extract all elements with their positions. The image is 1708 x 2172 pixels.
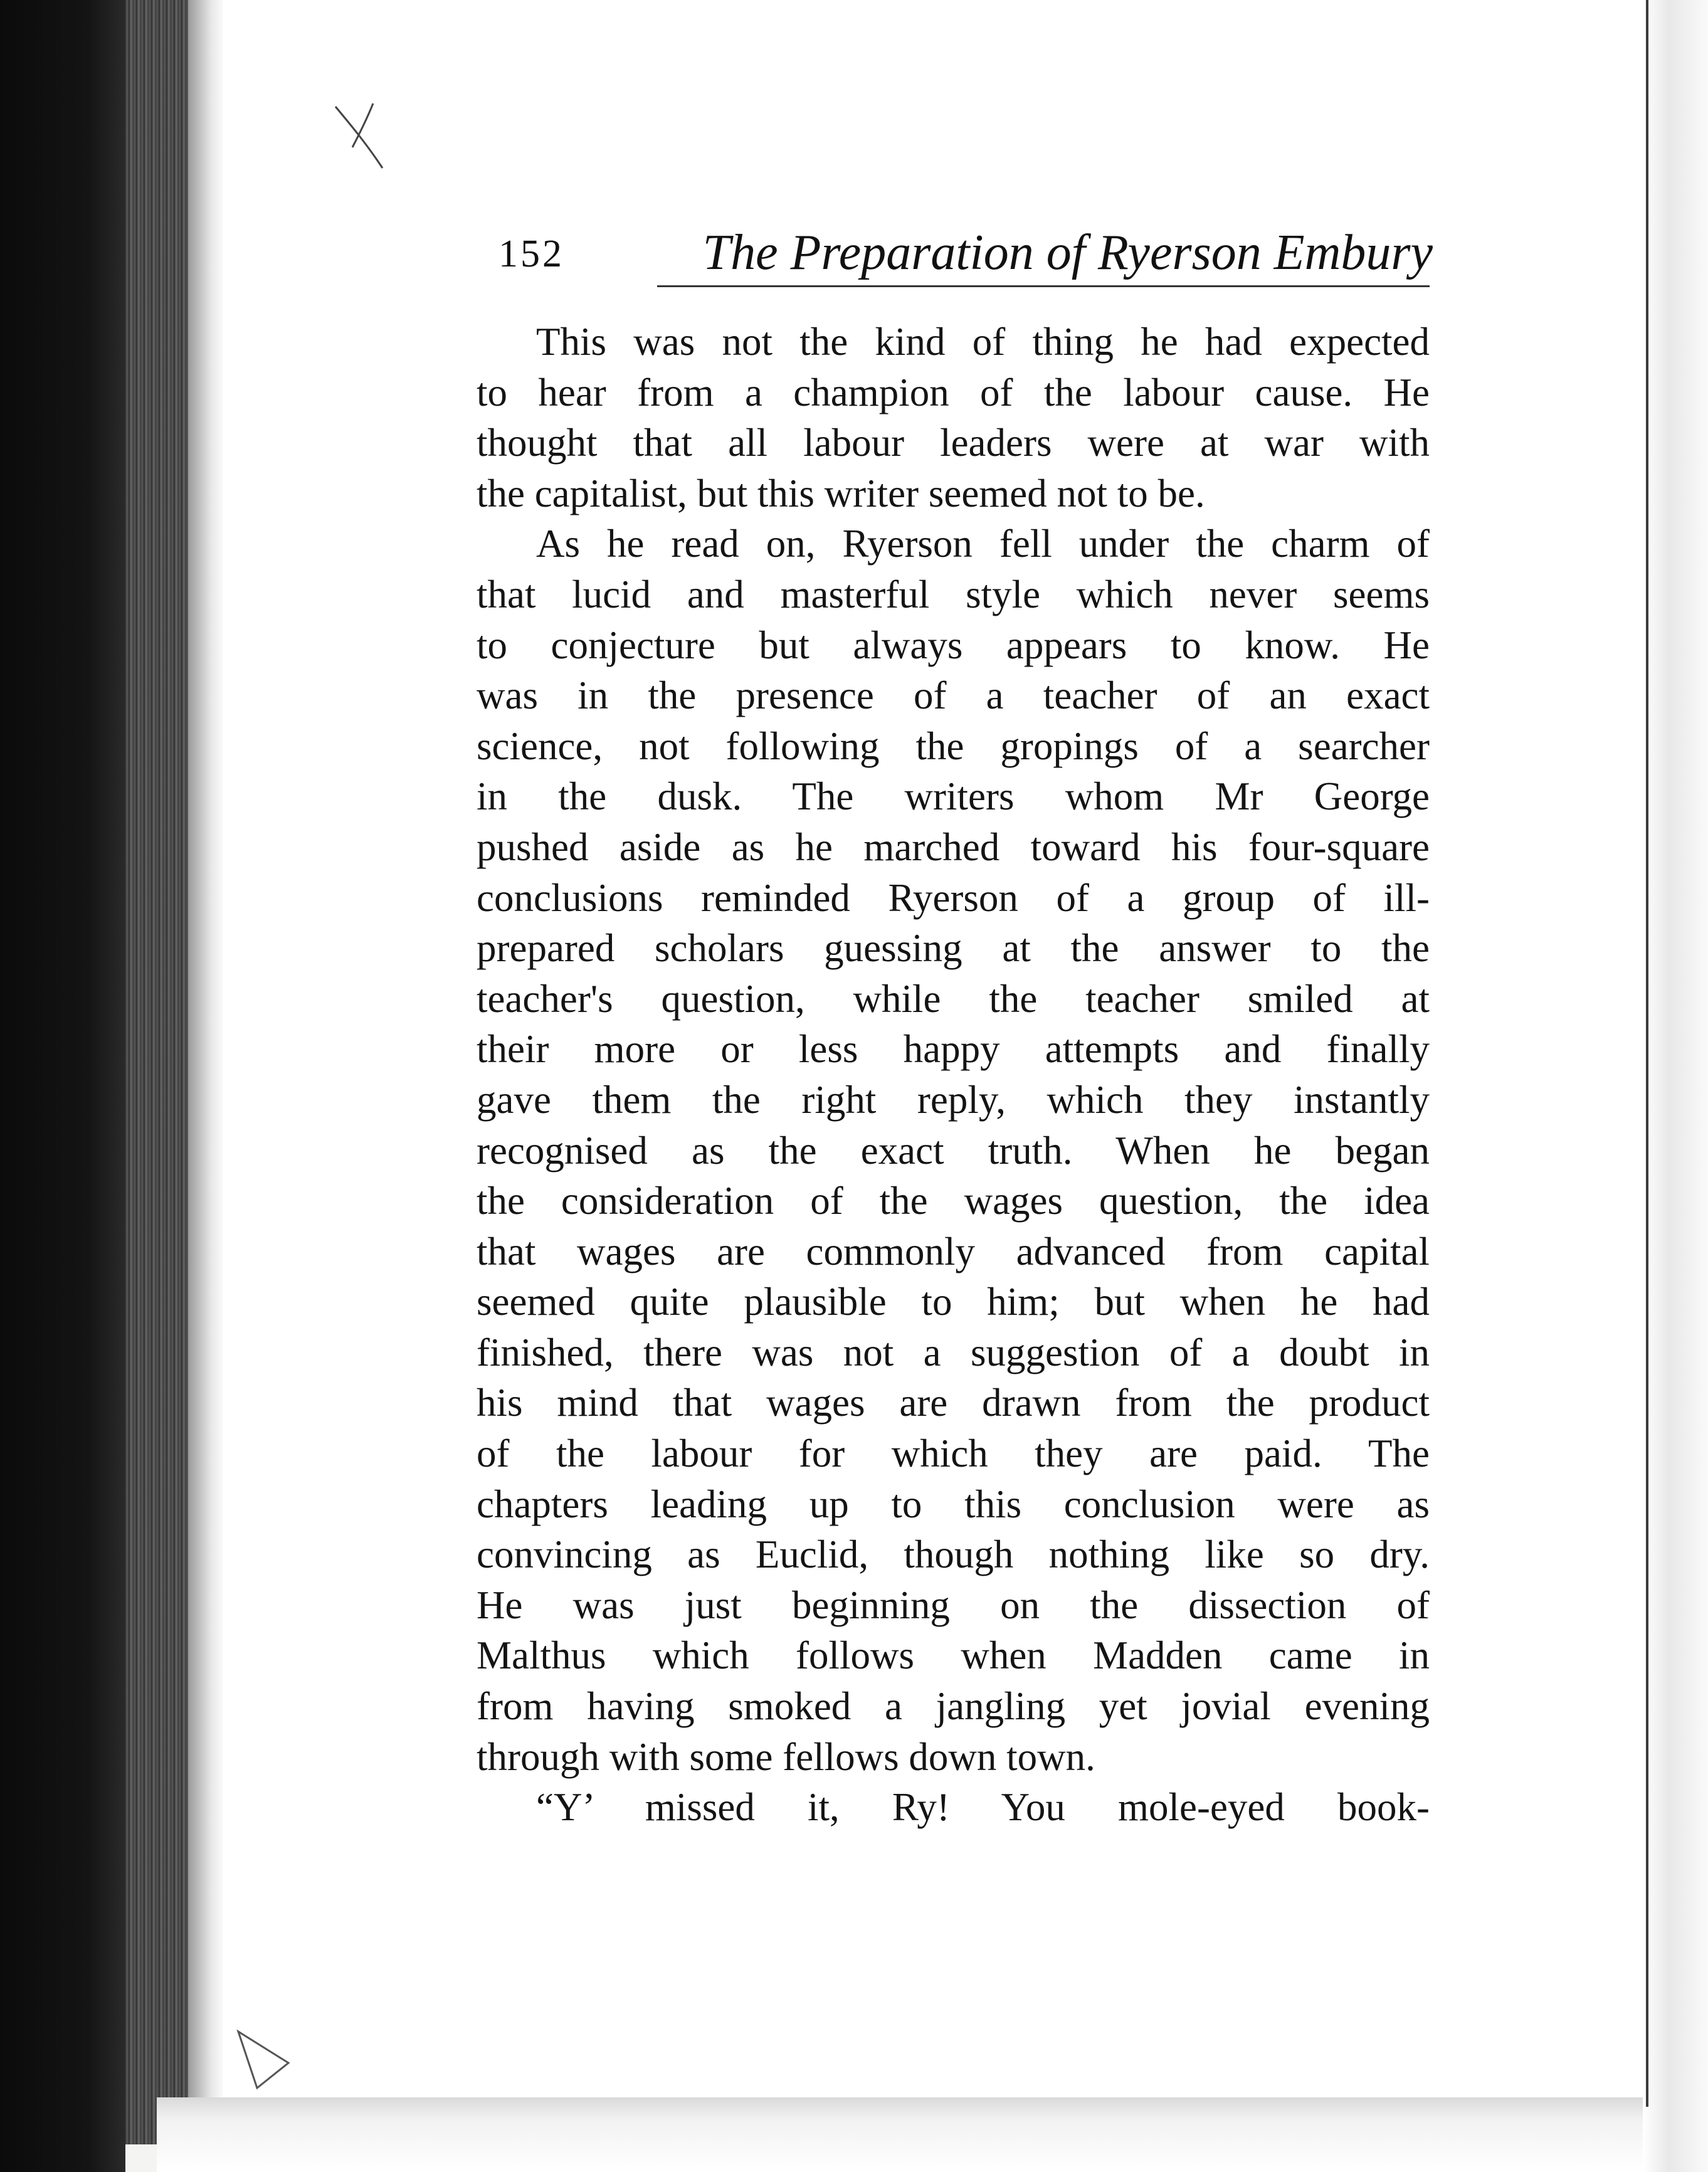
text-line: conclusions reminded Ryerson of a group of ill- xyxy=(477,875,1430,920)
text-line: the capitalist, but this writer seemed not to be. xyxy=(477,471,1205,515)
text-line: gave them the right reply, which they instantly xyxy=(477,1077,1430,1122)
text-line: seemed quite plausible to him; but when he had xyxy=(477,1280,1430,1324)
text-line: through with some fellows down town. xyxy=(477,1734,1095,1779)
text-line: As he read on, Ryerson fell under the charm of xyxy=(536,522,1430,566)
text-line: prepared scholars guessing at the answer to the xyxy=(477,926,1430,971)
page-number: 152 xyxy=(498,233,564,275)
text-line: from having smoked a jangling yet jovial evening xyxy=(477,1684,1430,1729)
text-line: “Y’ missed it, Ry! You mole-eyed book- xyxy=(536,1785,1430,1830)
text-line: chapters leading up to this conclusion were as xyxy=(477,1482,1430,1526)
text-line: pushed aside as he marched toward his four-square xyxy=(477,825,1430,869)
running-title: The Preparation of Ryerson Embury xyxy=(702,225,1433,280)
right-page-margin xyxy=(1643,0,1708,2172)
text-line: finished, there was not a suggestion of a doubt in xyxy=(477,1330,1430,1374)
text-line: convincing as Euclid, though nothing like so dry. xyxy=(477,1532,1430,1577)
background-dark-area xyxy=(0,0,125,2172)
text-line: Malthus which follows when Madden came in xyxy=(477,1633,1430,1678)
pencil-x-mark-icon xyxy=(332,100,389,176)
text-line: thought that all labour leaders were at war with xyxy=(477,421,1430,465)
text-line: that wages are commonly advanced from capital xyxy=(477,1229,1430,1273)
text-line: This was not the kind of thing he had expected xyxy=(536,320,1430,364)
text-line: that lucid and masterful style which never seems xyxy=(477,572,1430,616)
corner-fold-icon xyxy=(232,2025,307,2094)
text-line: He was just beginning on the dissection of xyxy=(477,1583,1430,1627)
right-gutter-line xyxy=(1646,0,1648,2107)
text-line: was in the presence of a teacher of an exact xyxy=(477,673,1430,718)
text-line: to hear from a champion of the labour cause. He xyxy=(477,370,1430,414)
book-page-edges-highlight xyxy=(188,0,226,2132)
text-line: recognised as the exact truth. When he began xyxy=(477,1128,1430,1173)
running-head-rule xyxy=(657,285,1430,287)
text-line: of the labour for which they are paid. The xyxy=(477,1431,1430,1476)
text-line: their more or less happy attempts and finally xyxy=(477,1027,1430,1072)
text-line: his mind that wages are drawn from the product xyxy=(477,1381,1430,1425)
text-line: in the dusk. The writers whom Mr George xyxy=(477,774,1430,819)
text-line: science, not following the gropings of a searcher xyxy=(477,724,1430,768)
text-line: teacher's question, while the teacher smiled at xyxy=(477,976,1430,1021)
running-head xyxy=(498,219,1433,288)
page-bottom-edge xyxy=(157,2097,1708,2172)
body-text xyxy=(477,317,1430,1833)
text-line: to conjecture but always appears to know. He xyxy=(477,623,1430,667)
text-line: the consideration of the wages question, the idea xyxy=(477,1179,1430,1223)
